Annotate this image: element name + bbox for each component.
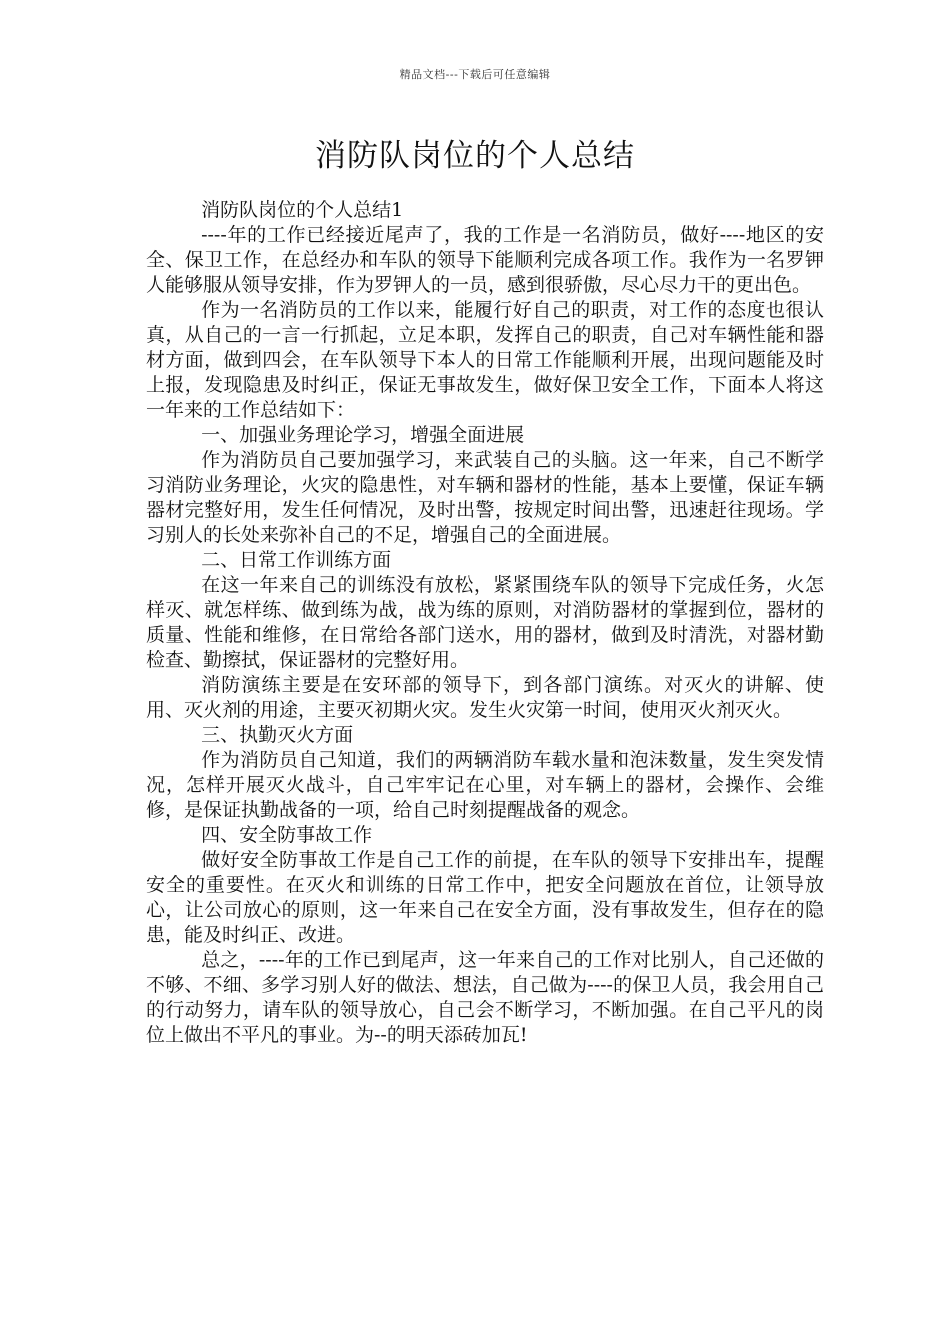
section-heading-3: 三、执勤灭火方面 [201,724,354,746]
paragraph-drills: 消防演练主要是在安环部的领导下，到各部门演练。对灭火的讲解、使用、灭火剂的用途，主要灭初期火灾。发生火灾第一时间，使用灭火剂灭火。 [146,674,824,721]
document-title: 消防队岗位的个人总结 [315,138,635,174]
paragraph-duties: 作为一名消防员的工作以来，能履行好自己的职责，对工作的态度也很认真，从自己的一言一行抓起，立足本职，发挥自己的职责，自己对车辆性能和器材方面，做到四会，在车队领导下本人的日常工作能顺利开展，出现问题能及时上报，发现隐患及时纠正，保证无事故发生，做好保卫安全工作，下面本人将这一年来的工作总结如下： [146,299,824,421]
paragraph-firefighting: 作为消防员自己知道，我们的两辆消防车载水量和泡沫数量，发生突发情况，怎样开展灭火战斗，自己牢牢记在心里，对车辆上的器材，会操作、会维修，是保证执勤战备的一项，给自己时刻提醒战备的观念。 [146,749,824,821]
paragraph-conclusion: 总之，----年的工作已到尾声，这一年来自己的工作对比别人，自己还做的不够、不细、多学习别人好的做法、想法，自己做为----的保卫人员，我会用自己的行动努力，请车队的领导放心，自己会不断学习，不断加强。在自己平凡的岗位上做出不平凡的事业。为--的明天添砖加瓦! [146,949,824,1046]
paragraph-safety: 做好安全防事故工作是自己工作的前提，在车队的领导下安排出车，提醒安全的重要性。在灭火和训练的日常工作中，把安全问题放在首位，让领导放心，让公司放心的原则，这一年来自己在安全方面，没有事故发生，但存在的隐患，能及时纠正、改进。 [146,849,824,946]
paragraph-subtitle: 消防队岗位的个人总结1 [201,199,404,221]
document-body [146,198,824,1048]
page-header-note: 精品文档---下载后可任意编辑 [399,68,551,81]
section-heading-4: 四、安全防事故工作 [201,824,373,846]
paragraph-study: 作为消防员自己要加强学习，来武装自己的头脑。这一年来，自己不断学习消防业务理论，火灾的隐患性，对车辆和器材的性能，基本上要懂，保证车辆器材完整好用，发生任何情况，及时出警，按规定时间出警，迅速赶往现场。学习别人的长处来弥补自己的不足，增强自己的全面进展。 [146,449,824,546]
section-heading-1: 一、加强业务理论学习，增强全面进展 [201,424,525,446]
section-heading-2: 二、日常工作训练方面 [201,549,392,571]
paragraph-training: 在这一年来自己的训练没有放松，紧紧围绕车队的领导下完成任务，火怎样灭、就怎样练、做到练为战，战为练的原则，对消防器材的掌握到位，器材的质量、性能和维修，在日常给各部门送水，用的器材，做到及时清洗，对器材勤检查、勤擦拭，保证器材的完整好用。 [146,574,824,671]
paragraph-intro: ----年的工作已经接近尾声了，我的工作是一名消防员，做好----地区的安全、保卫工作，在总经办和车队的领导下能顺利完成各项工作。我作为一名罗钾人能够服从领导安排，作为罗钾人的一员，感到很骄傲，尽心尽力干的更出色。 [146,224,824,296]
